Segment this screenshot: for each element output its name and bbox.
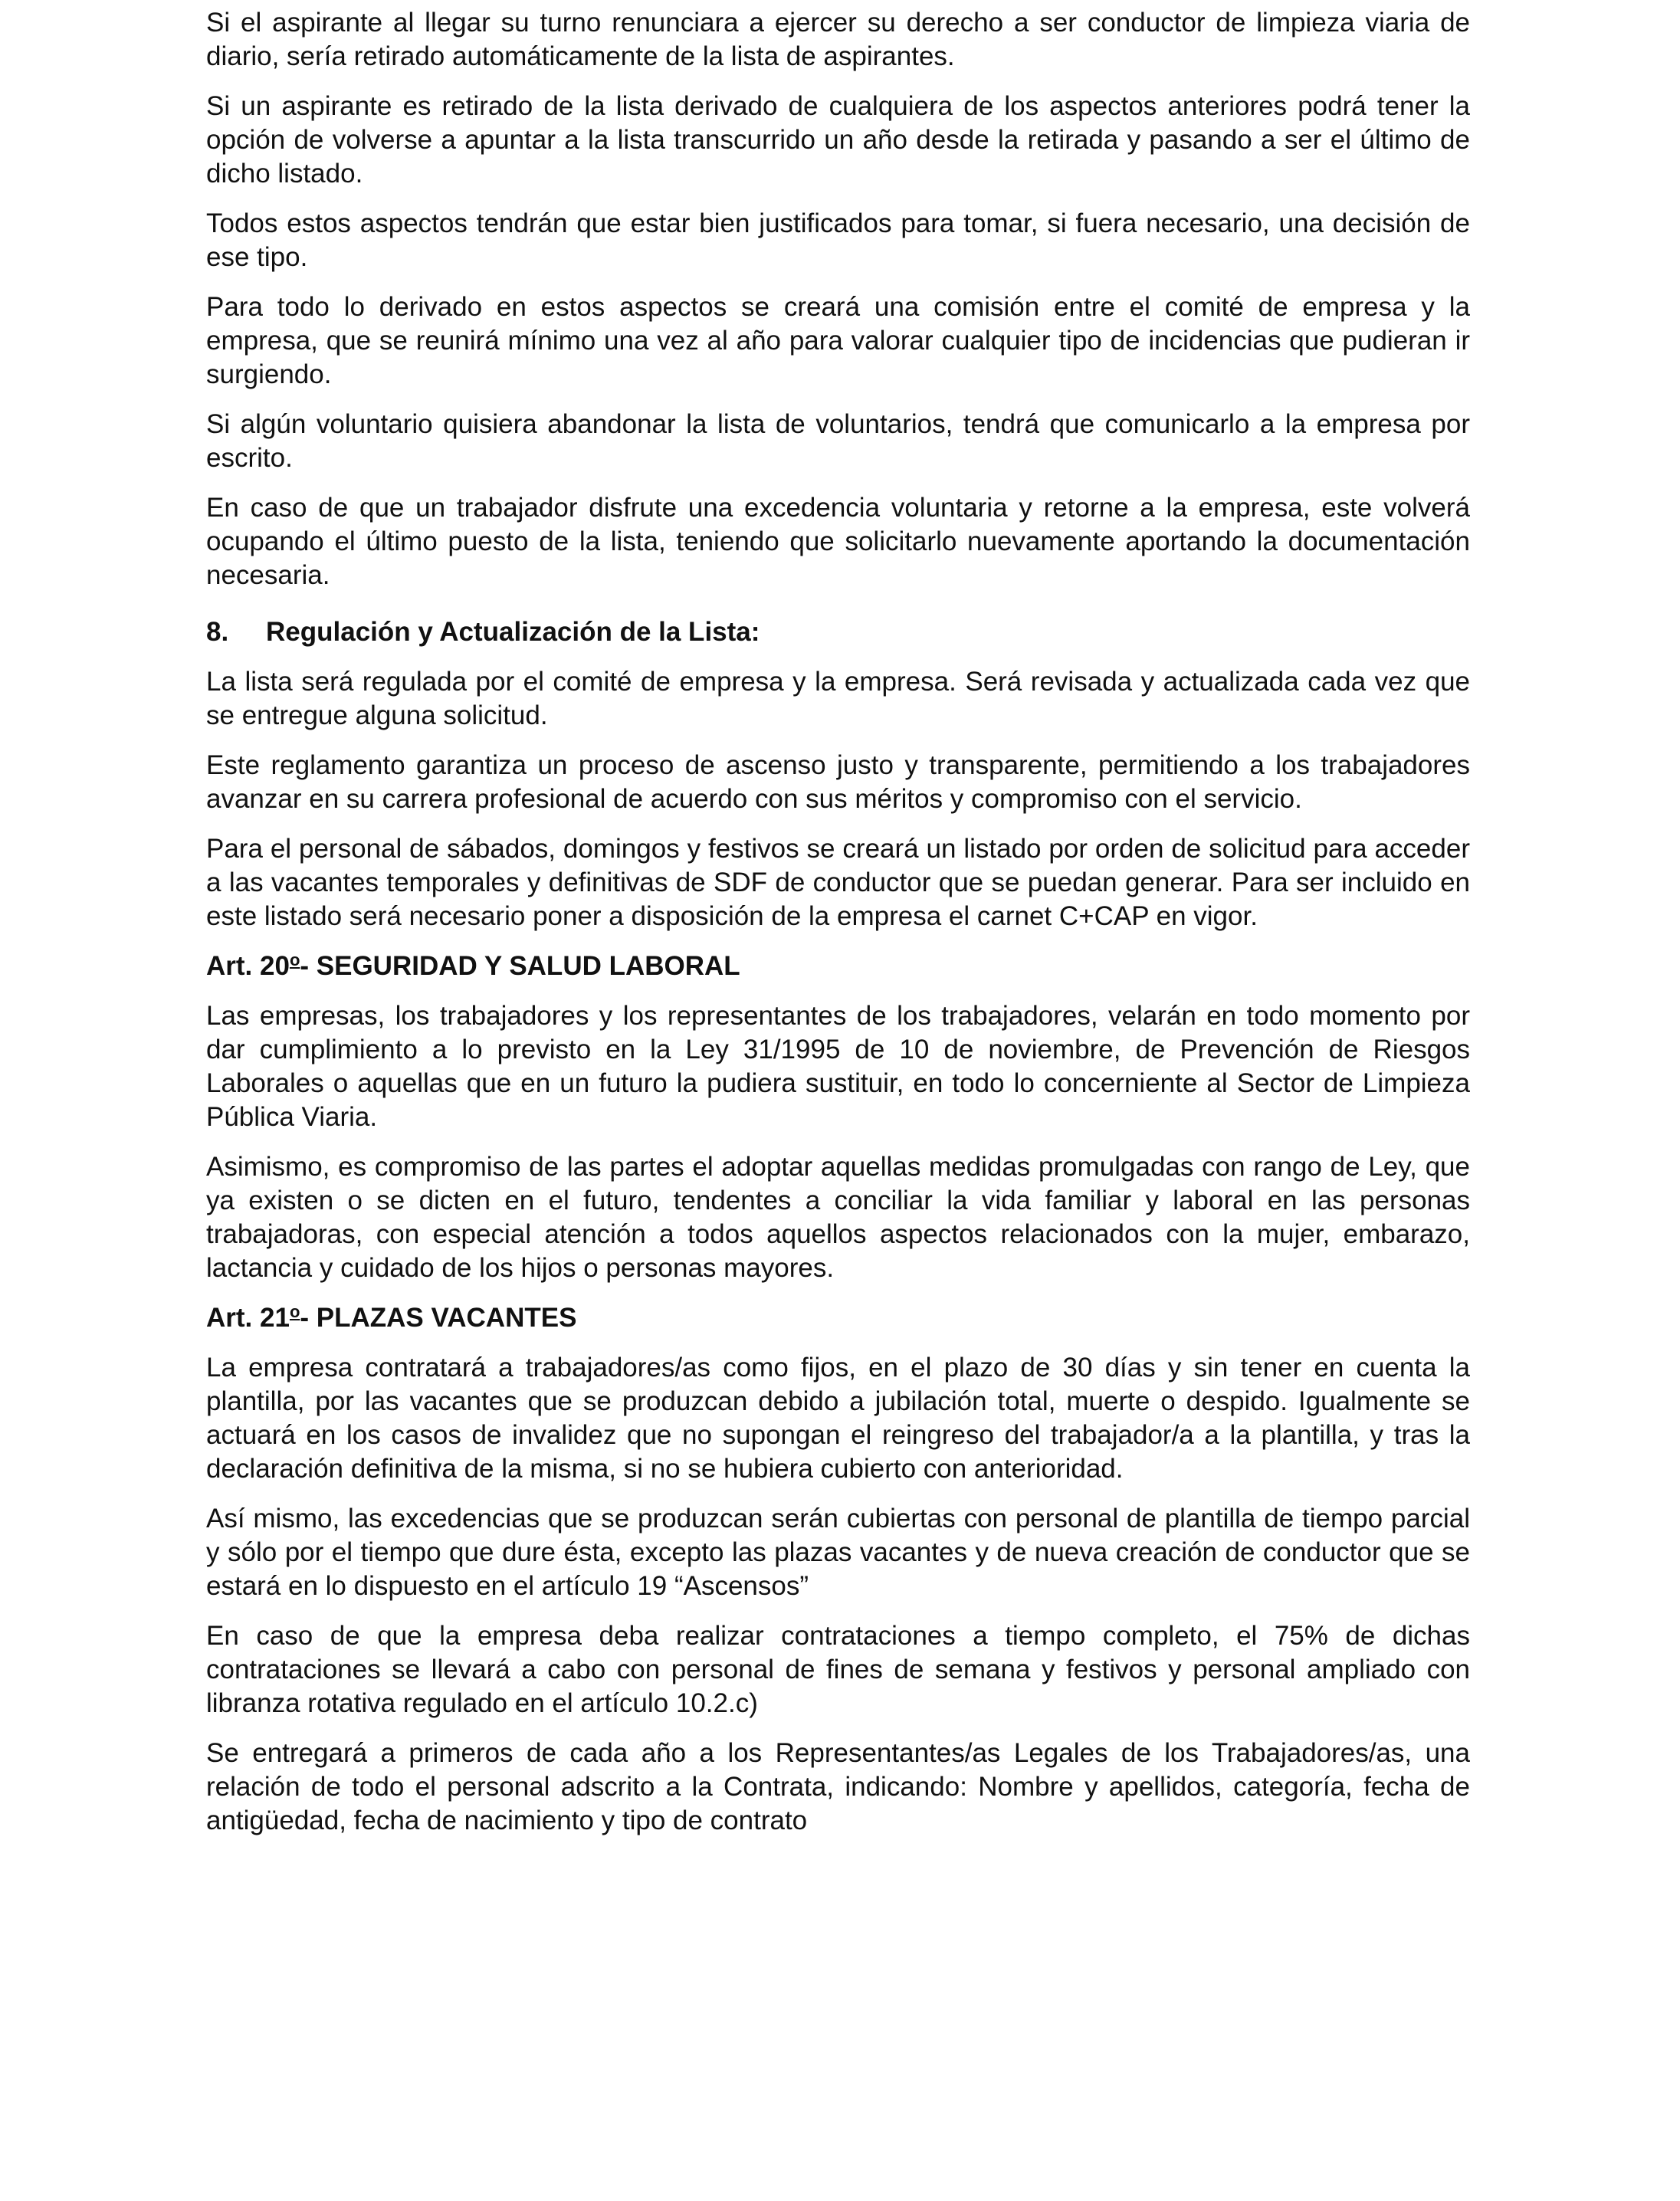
document-body — [206, 6, 1470, 1854]
paragraph: Las empresas, los trabajadores y los representantes de los trabajadores, velarán en todo momento por dar cumplimiento a lo previsto en la Ley 31/1995 de 10 de noviembre, de Prevención de Riesgos Laborales o aquellas que en un futuro la pudiera sustituir, en todo lo concerniente al Sector de Limpieza Pública Viaria. — [206, 1001, 1470, 1132]
paragraph: Para todo lo derivado en estos aspectos se creará una comisión entre el comité de empresa y la empresa, que se reunirá mínimo una vez al año para valorar cualquier tipo de incidencias que pudieran ir surgiendo. — [206, 292, 1470, 389]
paragraph: Este reglamento garantiza un proceso de ascenso justo y transparente, permitiendo a los trabajadores avanzar en su carrera profesional de acuerdo con sus méritos y compromiso con el servicio. — [206, 750, 1470, 814]
article-20-title: - SEGURIDAD Y SALUD LABORAL — [300, 951, 740, 981]
paragraph: Asimismo, es compromiso de las partes el adoptar aquellas medidas promulgadas con rango de Ley, que ya existen o se dicten en el futuro, tendentes a conciliar la vida familiar y laboral en las personas trabajadoras, con especial atención a todos aquellos aspectos relacionados con la mujer, embarazo, lactancia y cuidado de los hijos o personas mayores. — [206, 1152, 1470, 1283]
paragraph: Si algún voluntario quisiera abandonar la lista de voluntarios, tendrá que comunicarlo a la empresa por escrito. — [206, 409, 1470, 473]
paragraph: En caso de que la empresa deba realizar contrataciones a tiempo completo, el 75% de dichas contrataciones se llevará a cabo con personal de fines de semana y festivos y personal ampliado con libranza rotativa regulado en el artículo 10.2.c) — [206, 1621, 1470, 1718]
paragraph: Así mismo, las excedencias que se produzcan serán cubiertas con personal de plantilla de tiempo parcial y sólo por el tiempo que dure ésta, excepto las plazas vacantes y de nueva creación de conductor que se estará en lo dispuesto en el artículo 19 “Ascensos” — [206, 1504, 1470, 1601]
paragraph: Todos estos aspectos tendrán que estar bien justificados para tomar, si fuera necesario, una decisión de ese tipo. — [206, 208, 1470, 272]
section-8-number: 8. — [206, 617, 229, 647]
paragraph: Si el aspirante al llegar su turno renunciara a ejercer su derecho a ser conductor de limpieza viaria de diario, sería retirado automáticamente de la lista de aspirantes. — [206, 8, 1470, 71]
article-21-ordinal: o — [289, 1302, 300, 1321]
section-8-heading — [206, 615, 1470, 649]
paragraph: Si un aspirante es retirado de la lista derivado de cualquiera de los aspectos anteriores podrá tener la opción de volverse a apuntar a la lista transcurrido un año desde la retirada y pasando a ser el último de dicho listado. — [206, 91, 1470, 189]
article-20-ordinal: o — [289, 950, 300, 969]
article-21-prefix: Art. 21 — [206, 1303, 290, 1333]
article-21-heading — [206, 1301, 1470, 1335]
paragraph: En caso de que un trabajador disfrute una excedencia voluntaria y retorne a la empresa, este volverá ocupando el último puesto de la lista, teniendo que solicitarlo nuevamente aportando la documentación necesaria. — [206, 493, 1470, 590]
article-21-title: - PLAZAS VACANTES — [300, 1303, 577, 1333]
article-20-heading — [206, 950, 1470, 983]
paragraph: La empresa contratará a trabajadores/as como fijos, en el plazo de 30 días y sin tener en cuenta la plantilla, por las vacantes que se produzcan debido a jubilación total, muerte o despido. Igualmente se actuará en los casos de invalidez que no supongan el reingreso del trabajador/a a la plantilla, y tras la declaración definitiva de la misma, si no se hubiera cubierto con anterioridad. — [206, 1353, 1470, 1484]
section-8-title: Regulación y Actualización de la Lista: — [266, 617, 760, 647]
paragraph: La lista será regulada por el comité de empresa y la empresa. Será revisada y actualizada cada vez que se entregue alguna solicitud. — [206, 667, 1470, 730]
article-20-prefix: Art. 20 — [206, 951, 290, 981]
paragraph: Se entregará a primeros de cada año a los Representantes/as Legales de los Trabajadores/as, una relación de todo el personal adscrito a la Contrata, indicando: Nombre y apellidos, categoría, fecha de antigüedad, fecha de nacimiento y tipo de contrato — [206, 1738, 1470, 1835]
paragraph: Para el personal de sábados, domingos y festivos se creará un listado por orden de solicitud para acceder a las vacantes temporales y definitivas de SDF de conductor que se puedan generar. Para ser incluido en este listado será necesario poner a disposición de la empresa el carnet C+CAP en vigor. — [206, 834, 1470, 931]
